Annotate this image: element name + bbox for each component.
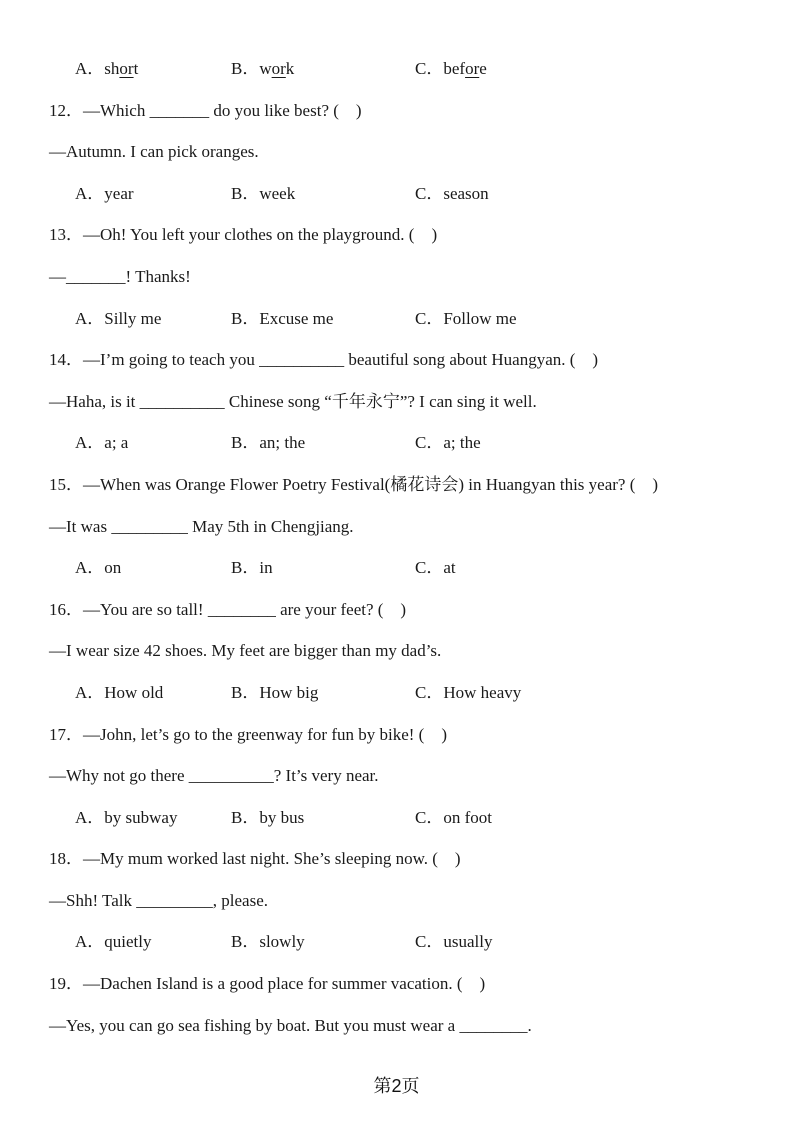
question-14-option-b [231, 432, 305, 454]
question-19-reply: —Yes, you can go sea fishing by boat. But you must wear a ________. [49, 1015, 532, 1035]
question-12-options-row [49, 183, 765, 225]
question-15-number: 15． [49, 474, 83, 494]
question-16-number: 16． [49, 599, 83, 619]
question-19-stem-text: —Dachen Island is a good place for summer vacation. ( ) [83, 974, 486, 994]
option-a-label: A． [75, 682, 105, 702]
option-b-label: B． [231, 807, 260, 827]
question-18-option-c [415, 931, 492, 953]
option-c-label: C． [415, 59, 444, 78]
option-a-text: by subway [104, 807, 178, 827]
option-c-text-pre: bef [443, 59, 466, 78]
question-19-number: 19． [49, 974, 83, 994]
option-a-label: A． [75, 59, 105, 78]
option-a-text: How old [104, 682, 164, 702]
option-c-text: a; the [443, 433, 481, 453]
question-13-option-b [231, 308, 333, 330]
question-13-reply: —_______! Thanks! [49, 266, 191, 286]
question-14-reply: —Haha, is it __________ Chinese song “千年永宁”? I can sing it well. [49, 391, 537, 411]
option-b-text: in [259, 558, 273, 578]
question-16-option-b [231, 682, 318, 704]
question-15-option-b [231, 557, 273, 579]
question-13-options-row [49, 308, 765, 350]
question-12-stem [49, 100, 765, 142]
option-a-label: A． [75, 807, 105, 827]
question-11-option-b [231, 58, 294, 80]
option-c-text: on foot [443, 807, 492, 827]
question-18-option-a [75, 931, 152, 953]
option-a-text-post: t [133, 59, 139, 78]
question-18-stem [49, 848, 765, 890]
question-13-number: 13． [49, 225, 83, 245]
question-17-reply: —Why not go there __________? It’s very near. [49, 766, 379, 786]
question-17-option-c [415, 807, 492, 829]
option-b-label: B． [231, 59, 260, 78]
question-17-number: 17． [49, 724, 83, 744]
option-c-text: at [443, 558, 456, 578]
question-18-options-row [49, 931, 765, 973]
option-a-label: A． [75, 308, 105, 328]
option-c-label: C． [415, 932, 444, 952]
option-c-text: season [443, 183, 489, 203]
question-list [49, 58, 765, 1056]
option-b-text-post: k [285, 59, 295, 78]
question-14-option-a [75, 432, 128, 454]
option-c-label: C． [415, 682, 444, 702]
question-18-reply: —Shh! Talk _________, please. [49, 890, 268, 910]
option-a-text: Silly me [104, 308, 162, 328]
question-14-option-c [415, 432, 481, 454]
option-c-label: C． [415, 433, 444, 453]
question-12-option-b [231, 183, 295, 205]
question-11-options-row [49, 58, 765, 100]
question-15-options-row [49, 557, 765, 599]
question-16-option-c [415, 682, 521, 704]
question-12-reply: —Autumn. I can pick oranges. [49, 142, 259, 162]
question-12-stem-text: —Which _______ do you like best? ( ) [83, 100, 362, 120]
option-b-label: B． [231, 433, 260, 453]
option-c-text-post: e [479, 59, 487, 78]
option-c-text-underlined: or [465, 59, 480, 78]
question-17-options-row [49, 807, 765, 849]
question-14-stem-text: —I’m going to teach you __________ beautiful song about Huangyan. ( ) [83, 350, 599, 370]
question-18-option-b [231, 931, 305, 953]
question-13-option-c [415, 308, 517, 330]
question-16-stem-text: —You are so tall! ________ are your feet? ( ) [83, 599, 407, 619]
option-b-text-underlined: or [271, 59, 286, 78]
option-a-text: on [104, 558, 122, 578]
question-13-stem-text: —Oh! You left your clothes on the playground. ( ) [83, 225, 438, 245]
question-17-option-b [231, 807, 304, 829]
option-b-text: an; the [259, 433, 306, 453]
question-18-stem-text: —My mum worked last night. She’s sleeping now. ( ) [83, 849, 461, 869]
option-b-text: slowly [259, 932, 305, 952]
option-b-text: Excuse me [259, 308, 334, 328]
question-17-stem [49, 724, 765, 766]
option-a-text-underlined: or [119, 59, 134, 78]
question-15-option-c [415, 557, 456, 579]
question-12-number: 12． [49, 100, 83, 120]
option-a-label: A． [75, 433, 105, 453]
option-a-label: A． [75, 183, 105, 203]
option-a-text: quietly [104, 932, 152, 952]
option-b-text: by bus [259, 807, 305, 827]
question-13-stem [49, 224, 765, 266]
option-b-label: B． [231, 308, 260, 328]
option-c-text: Follow me [443, 308, 517, 328]
option-b-text: week [259, 183, 296, 203]
question-13-option-a [75, 308, 161, 330]
option-b-label: B． [231, 682, 260, 702]
question-16-reply: —I wear size 42 shoes. My feet are bigger than my dad’s. [49, 641, 442, 661]
question-14-options-row [49, 432, 765, 474]
question-16-option-a [75, 682, 163, 704]
question-17-option-a [75, 807, 177, 829]
option-a-label: A． [75, 558, 105, 578]
option-b-label: B． [231, 558, 260, 578]
question-12-option-c [415, 183, 489, 205]
question-15-reply: —It was _________ May 5th in Chengjiang. [49, 516, 354, 536]
option-c-label: C． [415, 183, 444, 203]
option-b-text-pre: w [259, 59, 272, 78]
question-12-option-a [75, 183, 134, 205]
question-14-stem [49, 349, 765, 391]
question-11-option-a [75, 58, 138, 80]
question-17-stem-text: —John, let’s go to the greenway for fun by bike! ( ) [83, 724, 447, 744]
option-b-label: B． [231, 932, 260, 952]
question-18-number: 18． [49, 849, 83, 869]
option-a-text: a; a [104, 433, 129, 453]
option-a-text-pre: sh [104, 59, 120, 78]
question-14-number: 14． [49, 350, 83, 370]
question-19-stem [49, 973, 765, 1015]
option-b-label: B． [231, 183, 260, 203]
option-a-label: A． [75, 932, 105, 952]
question-15-stem-text: —When was Orange Flower Poetry Festival(橘花诗会) in Huangyan this year? ( ) [83, 474, 659, 494]
option-c-text: usually [443, 932, 493, 952]
question-16-options-row [49, 682, 765, 724]
option-c-label: C． [415, 807, 444, 827]
option-b-text: How big [259, 682, 319, 702]
question-15-option-a [75, 557, 121, 579]
page-number: 第2页 [373, 1076, 420, 1096]
option-a-text: year [104, 183, 134, 203]
question-16-stem [49, 599, 765, 641]
option-c-text: How heavy [443, 682, 522, 702]
option-c-label: C． [415, 558, 444, 578]
option-c-label: C． [415, 308, 444, 328]
question-15-stem [49, 474, 765, 516]
question-11-option-c [415, 58, 487, 80]
